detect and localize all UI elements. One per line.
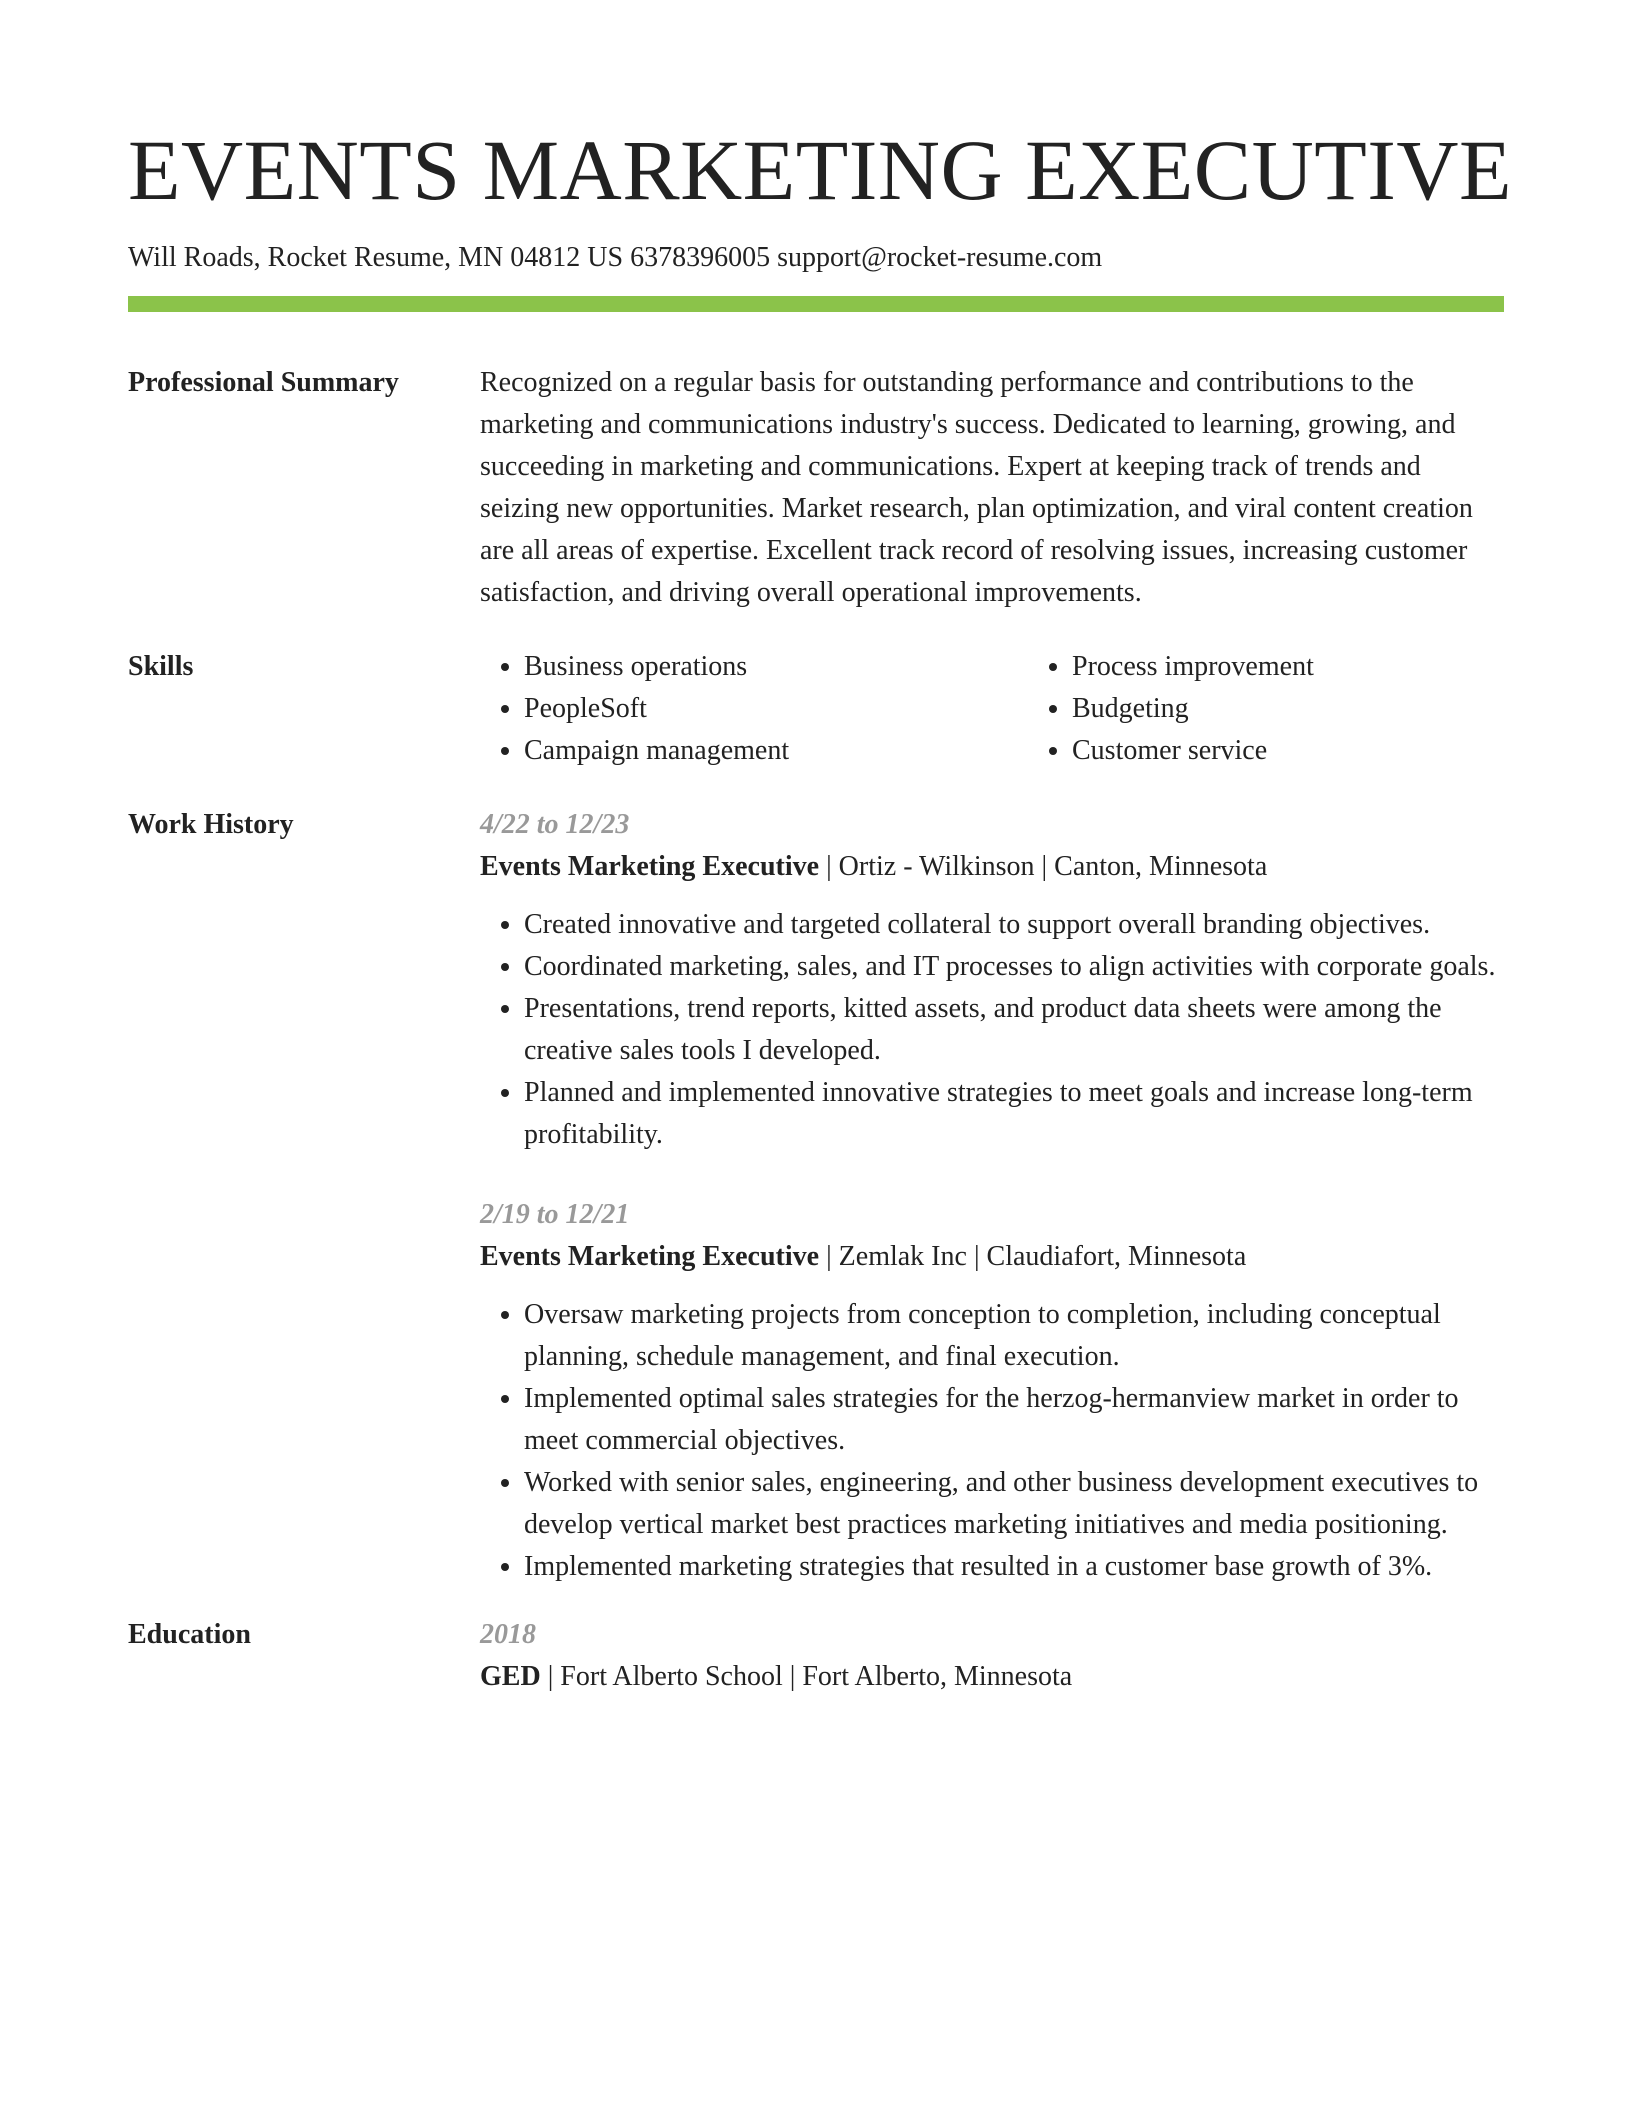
skill-item: • Customer service — [1072, 730, 1576, 772]
section-skills — [128, 646, 1504, 772]
education-line — [480, 1656, 1504, 1698]
section-label-summary: Professional Summary — [128, 367, 399, 398]
section-education — [128, 1614, 1504, 1698]
skills-body — [480, 646, 1576, 772]
summary-text: Recognized on a regular basis for outstanding performance and contributions to the marketing and communications industry's success. Dedicated to learning, growing, and succeeding in marketing and communications. Expert at keeping track of trends and seizing new opportunities. Market research, plan optimization, and viral content creation are all areas of expertise. Excellent track record of resolving issues, increasing customer satisfaction, and driving overall operational improvements. — [480, 367, 1473, 608]
job-title-line — [480, 846, 1504, 888]
section-professional-summary — [128, 362, 1504, 614]
skill-item: • PeopleSoft — [524, 688, 1028, 730]
resume-name: EVENTS MARKETING EXECUTIVE — [128, 122, 1513, 218]
skill-item: • Budgeting — [1072, 688, 1576, 730]
education-year: 2018 — [480, 1619, 536, 1650]
skills-column-right — [1028, 646, 1576, 772]
job-bullet: • Coordinated marketing, sales, and IT processes to align activities with corporate goals. — [524, 946, 1504, 988]
job-bullet: • Oversaw marketing projects from conception to completion, including conceptual planning, schedule management, and final execution. — [524, 1294, 1504, 1378]
job-bullets — [480, 1294, 1504, 1588]
job-title-line — [480, 1236, 1504, 1278]
job-dates: 4/22 to 12/23 — [480, 809, 630, 840]
contact-line: Will Roads, Rocket Resume, MN 04812 US 6378396005 support@rocket-resume.com — [128, 242, 1103, 273]
skills-column-left — [480, 646, 1028, 772]
job-dates: 2/19 to 12/21 — [480, 1199, 630, 1230]
job-details: | Zemlak Inc | Claudiafort, Minnesota — [819, 1241, 1247, 1272]
section-label-work-history: Work History — [128, 809, 294, 840]
job-title: Events Marketing Executive — [480, 1241, 820, 1272]
accent-divider — [128, 296, 1504, 312]
job-bullet: • Planned and implemented innovative strategies to meet goals and increase long-term profitability. — [524, 1072, 1504, 1156]
job-bullet: • Implemented marketing strategies that resulted in a customer base growth of 3%. — [524, 1546, 1504, 1588]
skill-item: • Campaign management — [524, 730, 1028, 772]
skills-grid — [480, 646, 1576, 772]
job-bullet: • Implemented optimal sales strategies for the herzog-hermanview market in order to meet commercial objectives. — [524, 1378, 1504, 1462]
job-bullet: • Presentations, trend reports, kitted assets, and product data sheets were among the creative sales tools I developed. — [524, 988, 1504, 1072]
job-bullet: • Worked with senior sales, engineering, and other business development executives to develop vertical market best practices marketing initiatives and media positioning. — [524, 1462, 1504, 1546]
skill-item: • Business operations — [524, 646, 1028, 688]
section-label-education: Education — [128, 1619, 251, 1650]
job-details: | Ortiz - Wilkinson | Canton, Minnesota — [819, 851, 1268, 882]
education-degree: GED — [480, 1661, 541, 1692]
job-bullets — [480, 904, 1504, 1156]
education-body — [480, 1614, 1504, 1698]
job-entry — [480, 804, 1504, 1156]
skill-item: • Process improvement — [1072, 646, 1576, 688]
job-title: Events Marketing Executive — [480, 851, 820, 882]
section-work-history — [128, 804, 1504, 1588]
job-entry — [480, 1194, 1504, 1588]
job-bullet: • Created innovative and targeted collateral to support overall branding objectives. — [524, 904, 1504, 946]
education-details: | Fort Alberto School | Fort Alberto, Minnesota — [540, 1661, 1073, 1692]
section-label-skills: Skills — [128, 651, 194, 682]
work-history-body — [480, 804, 1504, 1588]
